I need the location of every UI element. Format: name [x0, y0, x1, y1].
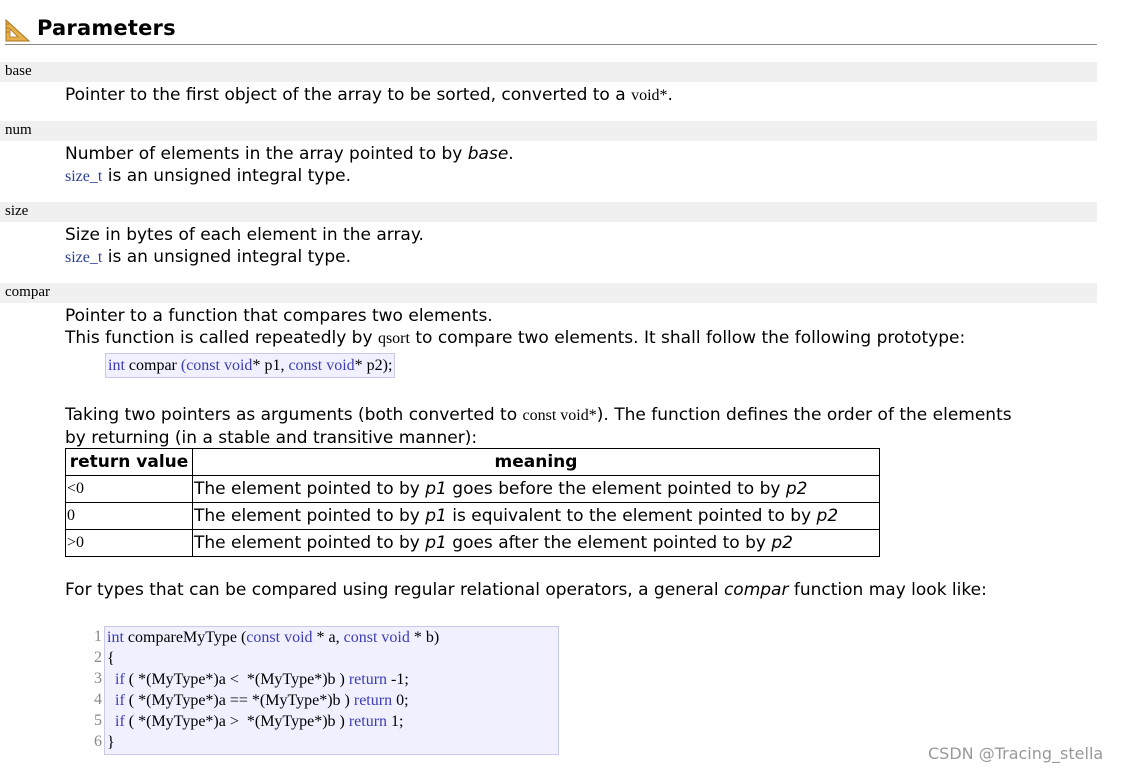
- code-punct: (: [180, 357, 187, 374]
- emphasis: p1: [425, 533, 447, 553]
- page-title: Parameters: [37, 16, 176, 40]
- param-term-base: [0, 62, 1097, 82]
- line-number: 3: [94, 670, 102, 687]
- code-keyword: int: [108, 357, 125, 374]
- param-name: base: [5, 63, 32, 79]
- table-row: [66, 530, 880, 557]
- desc-text: .: [667, 85, 673, 105]
- code-keyword: void: [326, 357, 355, 374]
- code-keyword: if: [115, 671, 125, 688]
- code-keyword: void: [381, 629, 410, 646]
- code-line: if ( *(MyType*)a < *(MyType*)b ) return -1;: [115, 671, 409, 688]
- meaning-cell: [193, 476, 880, 503]
- meaning-cell: [193, 503, 880, 530]
- inline-code: const void*: [522, 407, 597, 424]
- set-square-icon: [5, 18, 31, 42]
- emphasis: compar: [723, 580, 789, 600]
- table-row: [66, 476, 880, 503]
- code-text: * p1,: [252, 357, 289, 374]
- desc-text: Taking two pointers as arguments (both converted to: [65, 405, 523, 425]
- return-value-cell: <0: [66, 476, 193, 503]
- general-compar-paragraph: [65, 579, 987, 601]
- line-numbers: [86, 626, 102, 752]
- desc-text: ). The function defines the order of the elements: [596, 405, 1012, 425]
- param-desc-base: [65, 84, 673, 107]
- param-desc-size: [65, 224, 424, 269]
- code-keyword: int: [107, 629, 124, 646]
- cell-text: The element pointed to by: [194, 479, 426, 499]
- param-name: num: [5, 122, 32, 138]
- code-keyword: const: [246, 629, 281, 646]
- desc-text: Number of elements in the array pointed to by: [65, 144, 468, 164]
- emphasis: p1: [425, 479, 447, 499]
- size-t-link[interactable]: size_t: [65, 168, 103, 185]
- emphasis: base: [467, 144, 509, 164]
- param-name: size: [5, 203, 29, 219]
- cell-text: goes before the element pointed to by: [446, 479, 786, 499]
- code-text: compar: [124, 357, 181, 374]
- param-term-size: [0, 202, 1097, 222]
- line-number: 5: [94, 712, 102, 729]
- column-header-return-value: return value: [66, 449, 193, 476]
- code-line: {: [107, 650, 115, 667]
- param-desc-num: [65, 143, 514, 188]
- emphasis: p2: [816, 506, 839, 526]
- prototype-code: [105, 353, 395, 378]
- inline-code: void*: [631, 87, 668, 104]
- emphasis: p2: [771, 533, 793, 553]
- cell-text: The element pointed to by: [194, 506, 426, 526]
- cell-text: is equivalent to the element pointed to by: [446, 506, 817, 526]
- code-keyword: void: [284, 629, 313, 646]
- cell-text: The element pointed to by: [194, 533, 426, 553]
- code-keyword: return: [348, 713, 388, 730]
- line-number: 4: [94, 691, 102, 708]
- code-text: * p2);: [354, 357, 393, 374]
- meaning-cell: [193, 530, 880, 557]
- compar-return-paragraph: [65, 404, 1012, 449]
- parameters-heading: [5, 16, 1097, 45]
- line-number: 2: [94, 649, 102, 666]
- emphasis: p2: [785, 479, 808, 499]
- desc-text: by returning (in a stable and transitive manner):: [65, 428, 478, 448]
- desc-text: function may look like:: [788, 580, 987, 600]
- desc-text: is an unsigned integral type.: [102, 247, 351, 267]
- code-keyword: if: [115, 692, 125, 709]
- param-term-num: [0, 121, 1097, 141]
- column-header-meaning: meaning: [193, 449, 880, 476]
- return-value-cell: >0: [66, 530, 193, 557]
- code-line: if ( *(MyType*)a > *(MyType*)b ) return 1;: [115, 713, 404, 730]
- size-t-link[interactable]: size_t: [65, 249, 103, 266]
- code-keyword: const: [186, 357, 220, 374]
- code-keyword: const: [288, 357, 323, 374]
- desc-text: to compare two elements. It shall follow the following prototype:: [409, 328, 966, 348]
- cell-text: goes after the element pointed to by: [446, 533, 772, 553]
- param-name: compar: [5, 284, 50, 300]
- code-keyword: void: [223, 357, 253, 374]
- table-header-row: [66, 449, 880, 476]
- param-desc-compar: [65, 305, 965, 350]
- return-value-table: [65, 448, 880, 557]
- desc-text: This function is called repeatedly by: [65, 328, 378, 348]
- code-keyword: if: [115, 713, 125, 730]
- code-line: if ( *(MyType*)a == *(MyType*)b ) return 0;: [115, 692, 409, 709]
- csdn-watermark: CSDN @Tracing_stella: [928, 744, 1104, 763]
- code-line: }: [107, 734, 115, 751]
- return-value-cell: 0: [66, 503, 193, 530]
- code-keyword: return: [348, 671, 388, 688]
- line-number: 1: [94, 628, 102, 645]
- desc-text: Size in bytes of each element in the array.: [65, 225, 424, 245]
- code-line: int compareMyType (const void * a, const void * b): [107, 629, 440, 646]
- desc-text: is an unsigned integral type.: [102, 166, 351, 186]
- line-number: 6: [94, 733, 102, 750]
- code-keyword: return: [353, 692, 393, 709]
- emphasis: p1: [425, 506, 447, 526]
- param-term-compar: [0, 283, 1097, 303]
- desc-text: .: [508, 144, 514, 164]
- code-keyword: const: [343, 629, 378, 646]
- desc-text: Pointer to the first object of the array to be sorted, converted to a: [65, 85, 632, 105]
- desc-text: Pointer to a function that compares two elements.: [65, 306, 493, 326]
- desc-text: For types that can be compared using regular relational operators, a general: [65, 580, 724, 600]
- inline-code: qsort: [377, 330, 410, 347]
- table-row: [66, 503, 880, 530]
- code-listing: [104, 626, 559, 755]
